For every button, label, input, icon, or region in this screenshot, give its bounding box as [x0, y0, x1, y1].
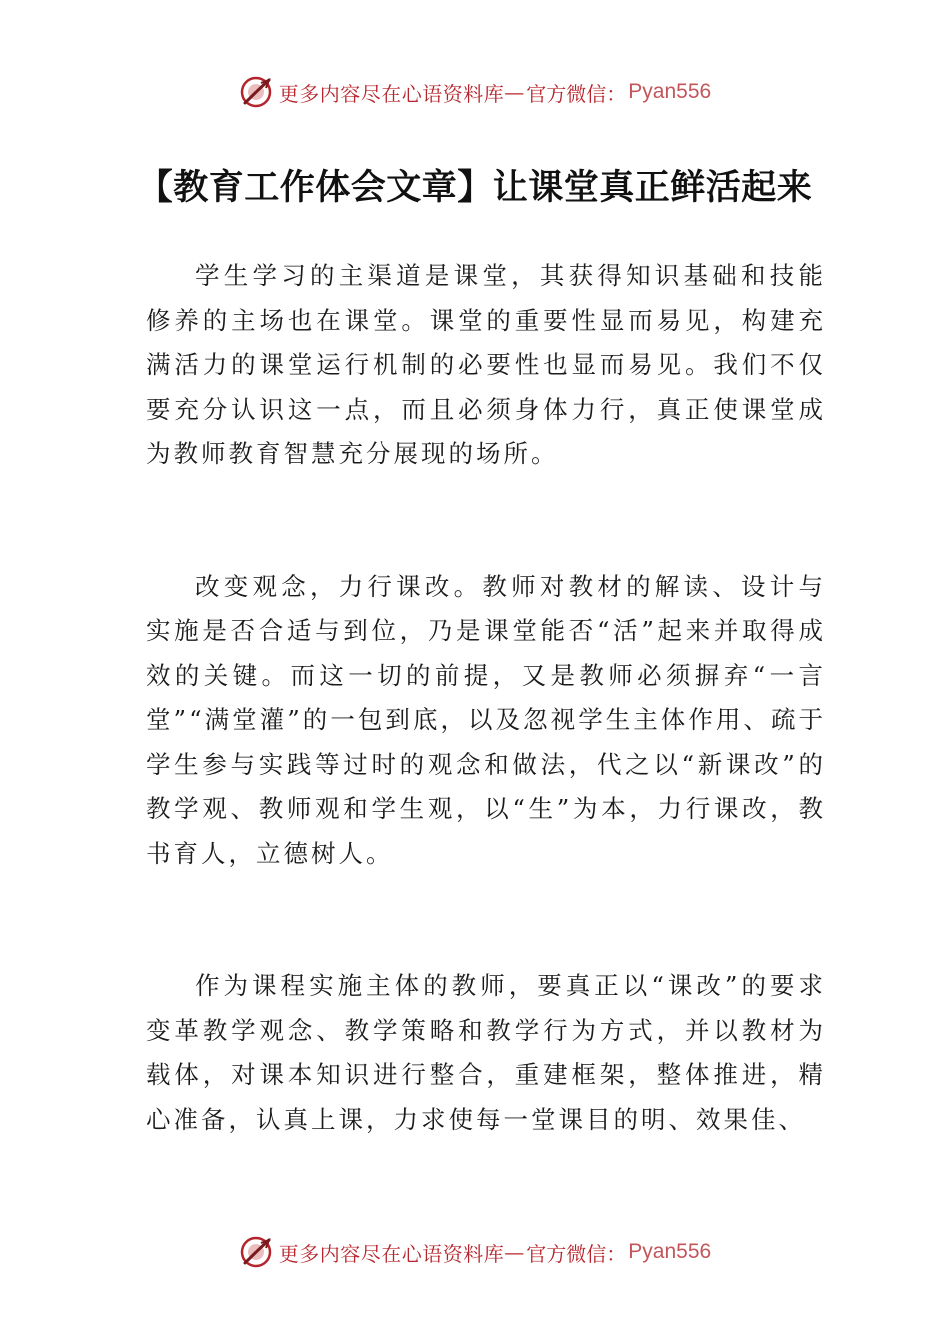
paragraph-3: 作为课程实施主体的教师，要真正以“课改”的要求变革教学观念、教学策略和教学行为方式，并以教材为载体，对课本知识进行整合，重建框架，整体推进，精心准备，认真上课，力求使每一堂课目的明、效果佳、 [146, 971, 826, 1134]
banner-separator: — [504, 1240, 525, 1264]
brand-logo-icon [239, 1235, 273, 1269]
banner-wechat-id: Pyan556 [628, 1240, 712, 1263]
footer-watermark-banner [0, 1232, 950, 1272]
banner-separator: — [504, 80, 525, 104]
banner-wechat-label: 官方微信： [526, 81, 627, 106]
banner-text: 更多内容尽在心语资料库 [278, 1241, 505, 1266]
header-watermark-banner [0, 72, 950, 112]
article-body [146, 254, 826, 1230]
banner-text: 更多内容尽在心语资料库 [278, 81, 505, 106]
brand-logo-icon [239, 75, 273, 109]
paragraph-2: 改变观念，力行课改。教师对教材的解读、设计与实施是否合适与到位，乃是课堂能否“活”起来并取得成效的关键。而这一切的前提，又是教师必须摒弃“一言堂”“满堂灌”的一包到底，以及忽视学生主体作用、疏于学生参与实践等过时的观念和做法，代之以“新课改”的教学观、教师观和学生观，以“生”为本，力行课改，教书育人，立德树人。 [146, 571, 826, 868]
banner-wechat-id: Pyan556 [628, 80, 712, 103]
banner-wechat-label: 官方微信： [526, 1241, 627, 1266]
paragraph-1: 学生学习的主渠道是课堂，其获得知识基础和技能修养的主场也在课堂。课堂的重要性显而易见，构建充满活力的课堂运行机制的必要性也显而易见。我们不仅要充分认识这一点，而且必须身体力行，真正使课堂成为教师教育智慧充分展现的场所。 [146, 261, 826, 468]
page-title: 【教育工作体会文章】让课堂真正鲜活起来 [137, 168, 813, 208]
